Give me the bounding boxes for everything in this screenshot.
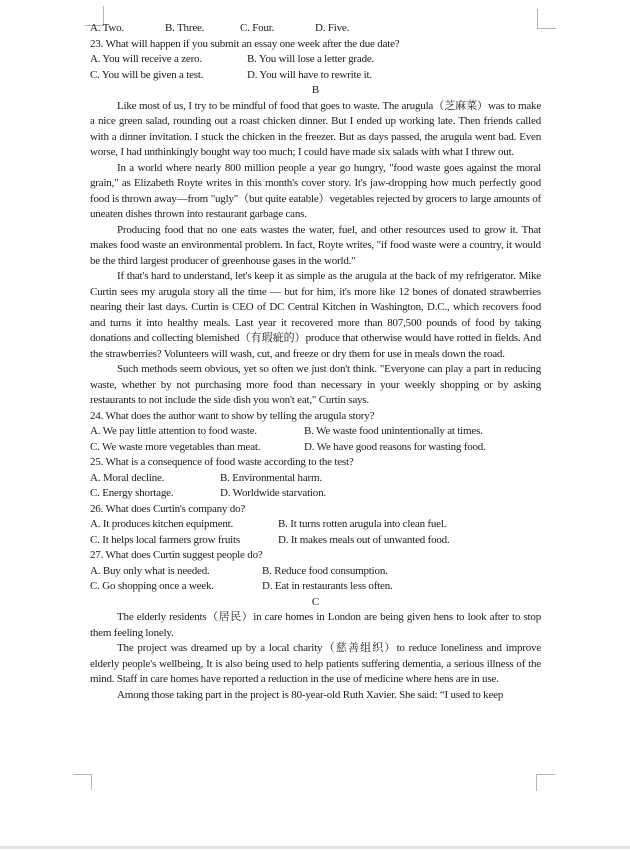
options-row [90,21,541,37]
option-item: B. Environmental harm. [220,471,322,484]
question-line: 27. What does Curtin suggest people do? [90,549,263,561]
option-item: B. You will lose a letter grade. [247,53,375,65]
crop-mark-bottom-right [536,774,555,791]
option-item: C. We waste more vegetables than meat. [90,440,261,453]
option-item: B. Reduce food consumption. [262,564,388,577]
options-row [90,52,541,68]
section-header: C [311,595,320,608]
option-item: D. You will have to rewrite it. [247,68,372,81]
paragraph: The project was dreamed up by a local charity（慈善组织）to reduce loneliness and improve elderly people's wellbeing, It is also being used to help patients suffering dementia, a serious illness of the mind. Staff in care homes have reported a reduction in the use of medicine where hens are in use. [90,642,541,685]
options-row [90,486,541,502]
question-line: 25. What is a consequence of food waste according to the test? [90,456,354,468]
option-item: D. We have good reasons for wasting food. [304,440,486,453]
option-item: B. It turns rotten arugula into clean fuel. [278,518,447,530]
option-item: A. You will receive a zero. [90,53,202,65]
paragraph: Like most of us, I try to be mindful of food that goes to waste. The arugula（芝麻菜）was to make a nice green salad, rounding out a roast chicken dinner. But I ended up working late. Then friends called with a dinner invitation. I stuck the chicken in the freezer. But as days passed, the arugula went bad. Even worse, I had unthinkingly bought way too much; I could have made six salads with what I threw out. [90,99,541,158]
option-item: A. We pay little attention to food waste. [90,425,257,437]
paragraph: If that's hard to understand, let's keep it as simple as the arugula at the back of my refrigerator. Mike Curtin sees my arugula story all the time — but for him, it's more like 12 bones of donated strawberries nearing their last days. Curtin is CEO of DC Central Kitchen in Washington, D.C., which recovers food and turns it into healthy meals. Last year it recovered more than 807,500 pounds of food by taking donations and collecting blemished（有瑕疵的）produce that otherwise would have rotted in fields. And the strawberries? Volunteers will wash, cut, and freeze or dry them for use in meals down the road. [90,270,541,360]
crop-mark-bottom-left [73,774,92,790]
options-row [90,68,541,84]
paragraph: Among those taking part in the project is 80-year-old Ruth Xavier. She said: “I used to keep [117,688,504,701]
question-line: 26. What does Curtin's company do? [90,502,246,515]
option-item: C. You will be given a test. [90,68,204,81]
paragraph: Producing food that no one eats wastes the water, fuel, and other resources used to grow it. That makes food waste an environmental problem. In fact, Royte writes, "if food waste were a country, it would be the third largest producer of greenhouse gases in the world." [90,223,541,267]
options-row [90,564,541,580]
option-item: D. It makes meals out of unwanted food. [278,533,450,546]
option-item: D. Five. [315,22,350,34]
paragraph: The elderly residents（居民）in care homes in London are being given hens to look after to stop them feeling lonely. [90,611,541,639]
paragraph: In a world where nearly 800 million people a year go hungry, "food waste goes against the moral grain," as Elizabeth Royte writes in this month's cover story. It's jaw-dropping how much perfectly good food is thrown away—from "ugly"（but quite eatable）vegetables rejected by grocers to large amounts of uneaten dishes thrown into restaurant garbage cans. [90,161,541,220]
options-row [90,533,541,549]
option-item: D. Eat in restaurants less often. [262,580,393,592]
option-item: B. We waste food unintentionally at times. [304,425,483,437]
text-content [90,21,541,703]
question-line: 24. What does the author want to show by telling the arugula story? [90,409,375,422]
option-item: C. Energy shortage. [90,487,174,499]
question-line: 23. What will happen if you submit an essay one week after the due date? [90,37,400,50]
option-item: B. Three. [165,22,205,34]
options-row [90,517,541,533]
options-row [90,471,541,487]
section-header: B [311,84,320,96]
option-item: C. It helps local farmers grow fruits [90,533,240,546]
option-item: A. Moral decline. [90,471,165,484]
option-item: D. Worldwide starvation. [220,487,326,499]
option-item: A. Two. [90,22,124,34]
option-item: C. Go shopping once a week. [90,580,214,592]
page-bottom-edge [0,846,630,849]
option-item: C. Four. [240,22,275,34]
paragraph: Such methods seem obvious, yet so often we just don't think. "Everyone can play a part in reducing waste, whether by not purchasing more food than necessary in your weekly shopping or by asking restaurants to not include the side dish you won't eat," Curtin says. [90,363,541,406]
options-row [90,424,541,440]
option-item: A. It produces kitchen equipment. [90,518,234,530]
options-row [90,440,541,456]
options-row [90,579,541,595]
option-item: A. Buy only what is needed. [90,564,210,577]
